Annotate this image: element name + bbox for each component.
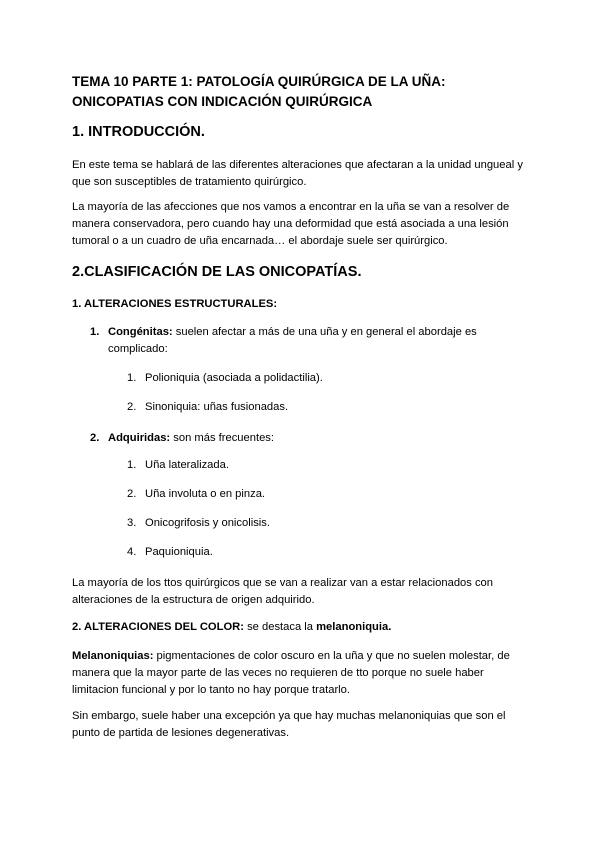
text-line: pigmentaciones de color oscuro en la uña y que no suelen molestar, de [153,650,510,662]
subsection-structural-heading: 1. ALTERACIONES ESTRUCTURALES: [72,298,278,310]
list-text: Onicogrifosis y onicolisis. [145,517,270,529]
text-line: punto de partida de lesiones degenerativas. [72,727,290,739]
paragraph-melanoniquias [72,648,532,699]
text-fragment: se destaca la [243,621,317,633]
text-line: Sin embargo, suele haber una excepción ya que hay muchas melanoniquias que son el [72,710,506,722]
list-text: Polioniquia (asociada a polidactilia). [145,372,323,384]
text-line: son más frecuentes: [170,432,275,444]
paragraph-ttos [72,575,532,609]
term-adquiridas: Adquiridas: [108,432,171,444]
list-subitem [127,372,323,384]
list-number: 2. [90,432,100,444]
list-text: Paquioniquia. [145,546,213,558]
list-number: 4. [127,546,137,558]
list-item-adquiridas [90,430,510,447]
document-title [72,72,446,112]
text-line: La mayoría de los ttos quirúrgicos que se van a realizar van a estar relacionados con [72,577,494,589]
intro-paragraph-2 [72,199,532,250]
list-number: 1. [90,326,100,338]
subsection-color-label: 2. ALTERACIONES DEL COLOR: [72,621,244,633]
section-1-heading: 1. INTRODUCCIÓN. [72,124,205,140]
text-line: que son susceptibles de tratamiento quirúrgico. [72,176,307,188]
text-line: La mayoría de las afecciones que nos vamos a encontrar en la uña se van a resolver de [72,201,510,213]
list-number: 2. [127,401,137,413]
list-subitem [127,488,265,500]
text-line: En este tema se hablará de las diferentes alteraciones que afectaran a la unidad ungueal y [72,159,523,171]
intro-paragraph-1 [72,157,532,191]
text-line: manera conservadora, pero cuando hay una deformidad que está asociada a una lesión [72,218,509,230]
list-text: Uña involuta o en pinza. [145,488,266,500]
section-2-heading: 2.CLASIFICACIÓN DE LAS ONICOPATÍAS. [72,264,362,280]
text-line: tumoral o a un cuadro de uña encarnada… el abordaje suele ser quirúrgico. [72,235,448,247]
list-number: 1. [127,372,137,384]
list-number: 2. [127,488,137,500]
paragraph-excepcion [72,708,532,742]
subsection-color-heading [72,619,532,636]
list-number: 3. [127,517,137,529]
text-line: complicado: [108,343,168,355]
list-item-congenitas [90,324,510,358]
list-text: Sinoniquia: uñas fusionadas. [145,401,289,413]
list-number: 1. [127,459,137,471]
text-line: limitacion funcional y por lo tanto no hay porque tratarlo. [72,684,350,696]
text-line: manera que la mayor parte de las veces no requieren de tto porque no suele haber [72,667,484,679]
list-subitem [127,401,288,413]
text-line: alteraciones de la estructura de origen adquirido. [72,594,315,606]
title-line-2: ONICOPATIAS CON INDICACIÓN QUIRÚRGICA [72,94,373,109]
list-subitem [127,459,229,471]
text-line: suelen afectar a más de una uña y en general el abordaje es [172,326,477,338]
term-melanoniquias: Melanoniquias: [72,650,154,662]
list-subitem [127,546,213,558]
list-subitem [127,517,270,529]
term-melanoniquia: melanoniquia. [316,621,392,633]
title-line-1: TEMA 10 PARTE 1: PATOLOGÍA QUIRÚRGICA DE LA UÑA: [72,74,446,89]
term-congenitas: Congénitas: [108,326,173,338]
list-text: Uña lateralizada. [145,459,229,471]
